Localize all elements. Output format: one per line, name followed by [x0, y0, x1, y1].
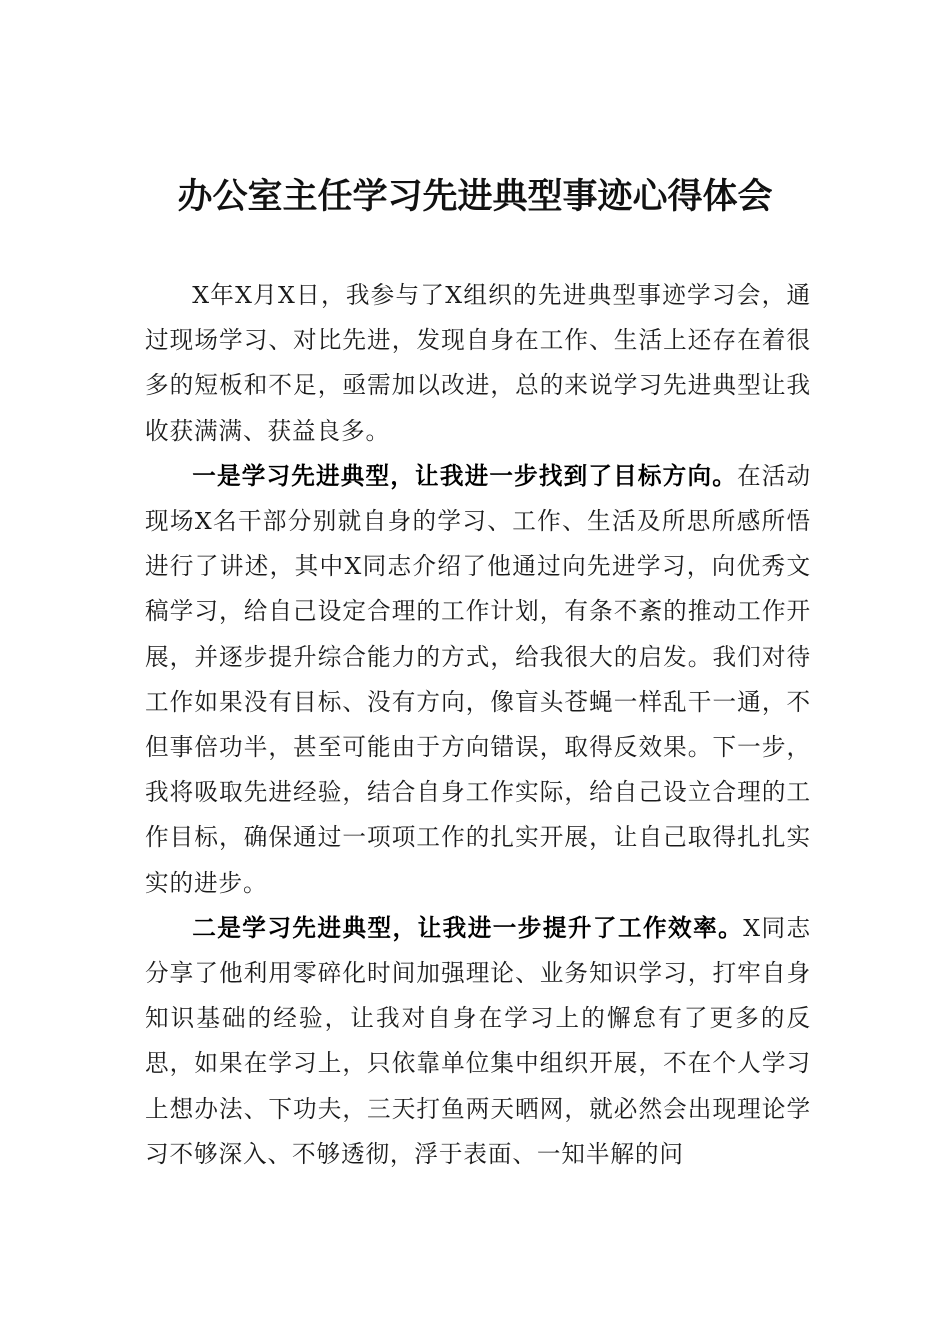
paragraph-point-one: [145, 454, 811, 906]
paragraph-point-two-heading: 二是学习先进典型，让我进一步提升了工作效率。: [192, 913, 744, 942]
paragraph-point-two-text: X同志分享了他利用零碎化时间加强理论、业务知识学习，打牢自身知识基础的经验，让我对自身在学习上的懈怠有了更多的反思，如果在学习上，只依靠单位集中组织开展，不在个人学习上想办法、下功夫，三天打鱼两天晒网，就必然会出现理论学习不够深入、不够透彻，浮于表面、一知半解的问: [145, 913, 811, 1168]
document-title: 办公室主任学习先进典型事迹心得体会: [177, 176, 773, 217]
paragraph-intro: [145, 273, 811, 454]
paragraph-intro-text: X年X月X日，我参与了X组织的先进典型事迹学习会，通过现场学习、对比先进，发现自身在工作、生活上还存在着很多的短板和不足，亟需加以改进，总的来说学习先进典型让我收获满满、获益良多。: [145, 281, 811, 445]
paragraph-point-two: [145, 906, 811, 1177]
document-body: [145, 273, 811, 1177]
paragraph-point-one-heading: 一是学习先进典型，让我进一步找到了目标方向。: [192, 461, 737, 490]
paragraph-point-one-text: 在活动现场X名干部分别就自身的学习、工作、生活及所思所感所悟进行了讲述，其中X同志介绍了他通过向先进学习，向优秀文稿学习，给自己设定合理的工作计划，有条不紊的推动工作开展，并逐步提升综合能力的方式，给我很大的启发。我们对待工作如果没有目标、没有方向，像盲头苍蝇一样乱干一通，不但事倍功半，甚至可能由于方向错误，取得反效果。下一步，我将吸取先进经验，结合自身工作实际，给自己设立合理的工作目标，确保通过一项项工作的扎实开展，让自己取得扎扎实实的进步。: [145, 461, 811, 897]
